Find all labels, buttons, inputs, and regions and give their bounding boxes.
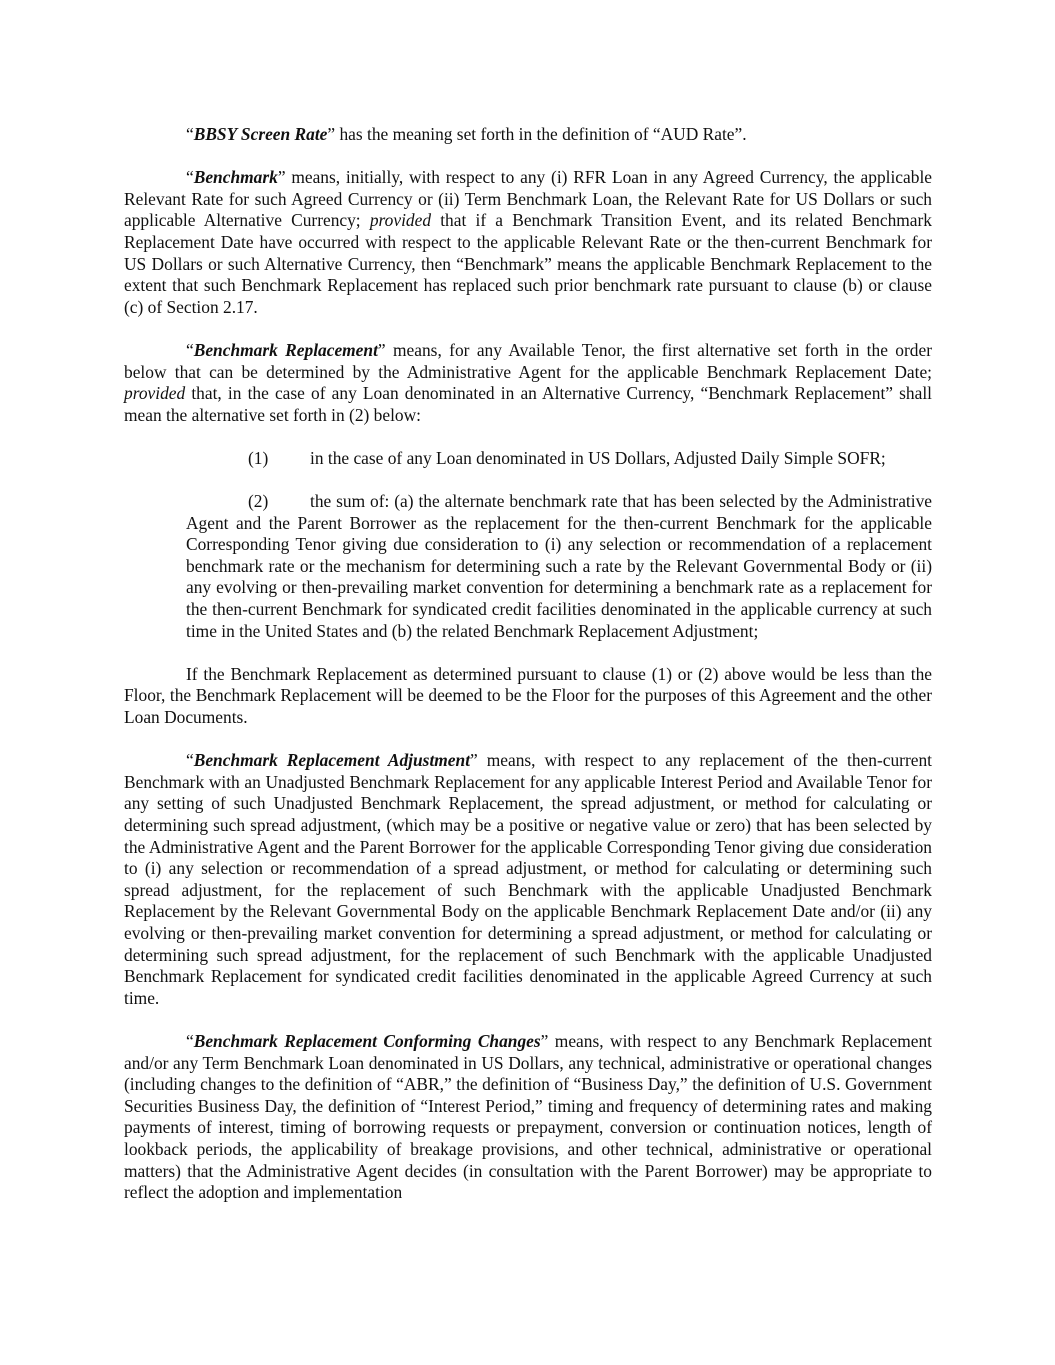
open-quote: “: [186, 167, 194, 188]
open-quote: “: [186, 124, 194, 144]
list-item-number: (2): [248, 491, 269, 512]
definition-text: ” has the meaning set forth in the definition of “AUD Rate”.: [327, 124, 747, 144]
definition-text-continued: that, in the case of any Loan denominated in an Alternative Currency, “Benchmark Replacement” shall mean the alternative set forth in (2) below:: [124, 383, 932, 425]
definition-benchmark: [124, 167, 932, 318]
list-item-number: (1): [248, 447, 269, 468]
list-item-text: in the case of any Loan denominated in US Dollars, Adjusted Daily Simple SOFR;: [310, 447, 886, 468]
open-quote: “: [186, 1030, 194, 1051]
definition-text: ” means, with respect to any Benchmark Replacement and/or any Term Benchmark Loan denominated in US Dollars, any technical, administrative or operational changes (including changes to the definition of “ABR,” the definition of “Business Day,” the definition of U.S. Government Securities Business Day, the definition of “Interest Period,” timing and frequency of determining rates and making payments of interest, timing of borrowing requests or prepayment, conversion or continuation notices, length of lookback periods, the applicability of breakage provisions, and other technical, administrative or operational matters) that the Administrative Agent decides (in consultation with the Parent Borrower) may be appropriate to reflect the adoption and implementation: [124, 1030, 932, 1203]
list-item-1: [124, 448, 932, 470]
definition-bbsy-screen-rate: [124, 124, 932, 146]
defined-term: Benchmark Replacement Conforming Changes: [193, 1030, 541, 1051]
defined-term: Benchmark Replacement: [193, 339, 378, 360]
definition-text-continued: that if a Benchmark Transition Event, and its related Benchmark Replacement Date have occurred with respect to the applicable Relevant Rate or the then-current Benchmark for US Dollars or such Alternative Currency, then “Benchmark” means the applicable Benchmark Replacement to the extent that such Benchmark Replacement has replaced such prior benchmark rate pursuant to clause (b) or clause (c) of Section 2.17.: [124, 210, 932, 317]
open-quote: “: [186, 750, 194, 771]
paragraph-text: If the Benchmark Replacement as determined pursuant to clause (1) or (2) above would be less than the Floor, the Benchmark Replacement will be deemed to be the Floor for the purposes of this Agreement and the other Loan Documents.: [124, 663, 932, 728]
definition-text: ” means, for any Available Tenor, the first alternative set forth in the order below that can be determined by the Administrative Agent for the applicable Benchmark Replacement Date;: [124, 339, 932, 382]
defined-term: Benchmark Replacement Adjustment: [193, 750, 471, 771]
provided-word: provided: [369, 210, 432, 231]
definition-text: ” means, with respect to any replacement of the then-current Benchmark with an Unadjusted Benchmark Replacement for any applicable Interest Period and Available Tenor for any setting of such Unadjusted Benchmark Replacement, the spread adjustment, or method for calculating or determining such spread adjustment, (which may be a positive or negative value or zero) that has been selected by the Administrative Agent and the Parent Borrower for the applicable Corresponding Tenor giving due consideration to (i) any selection or recommendation of a spread adjustment, or method for calculating or determining such spread adjustment, for the replacement of such Benchmark with the applicable Unadjusted Benchmark Replacement by the Relevant Governmental Body on the applicable Benchmark Replacement Date and/or (ii) any evolving or then-prevailing market convention for determining a spread adjustment, or method for calculating or determining such spread adjustment, for the replacement of such Benchmark with the applicable Unadjusted Benchmark Replacement for syndicated credit facilities denominated in the applicable Agreed Currency at such time.: [124, 750, 932, 1008]
provided-word: provided: [124, 383, 186, 404]
definition-text: ” means, initially, with respect to any (i) RFR Loan in any Agreed Currency, the applicable Relevant Rate for such Agreed Currency or (ii) Term Benchmark Loan, the Relevant Rate for US Dollars or such applicable Alternative Currency;: [124, 167, 932, 231]
definition-benchmark-replacement-conforming-changes: [124, 1031, 932, 1204]
list-item-2: [186, 491, 932, 642]
definition-benchmark-replacement-adjustment: [124, 750, 932, 1009]
list-item-text: the sum of: (a) the alternate benchmark rate that has been selected by the Administrative Agent and the Parent Borrower as the replacement for the then-current Benchmark for the applicable Corresponding Tenor giving due consideration to (i) any selection or recommendation of a replacement benchmark rate or the mechanism for determining such a rate by the Relevant Governmental Body or (ii) any evolving or then-prevailing market convention for determining a benchmark rate as a replacement for the then-current Benchmark for syndicated credit facilities denominated in the applicable currency at such time in the United States and (b) the related Benchmark Replacement Adjustment;: [186, 491, 932, 641]
defined-term: Benchmark: [193, 167, 278, 188]
floor-paragraph: [124, 664, 932, 729]
document-page: [124, 124, 932, 1225]
definition-benchmark-replacement: [124, 340, 932, 426]
defined-term: BBSY Screen Rate: [193, 124, 328, 144]
open-quote: “: [186, 339, 194, 360]
